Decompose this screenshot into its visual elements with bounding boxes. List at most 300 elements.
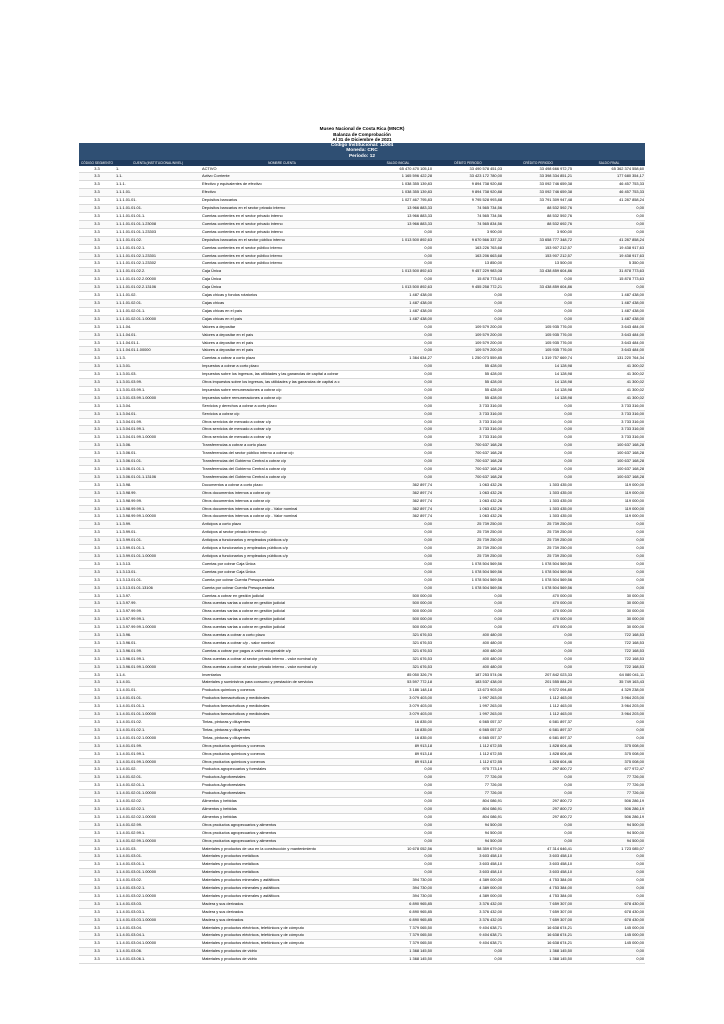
report-date: Al 31 de Diciembre de 2021 [332, 137, 392, 143]
opening-balance-cell: 1 487 438,00 [363, 292, 433, 300]
table-row [79, 805, 645, 813]
account-name-cell: Cajas chicas y fondos rotatorios [201, 292, 363, 300]
debit-cell: 0,00 [433, 299, 503, 307]
opening-balance-cell: 89 913,18 [363, 758, 433, 766]
opening-balance-cell: 16 835,00 [363, 734, 433, 742]
table-row [79, 861, 645, 869]
debit-cell: 1 063 432,26 [433, 481, 503, 489]
debit-cell: 400 480,00 [433, 632, 503, 640]
closing-balance-cell: 77 726,00 [573, 790, 645, 798]
table-row [79, 197, 645, 205]
credit-cell: 0,00 [503, 307, 573, 315]
account-code-cell: 1.1.3.99.01. [115, 529, 201, 537]
segment-code-cell: 3.3 [79, 537, 115, 545]
table-row [79, 418, 645, 426]
account-code-cell: 1.1.3.97.99.99. [115, 608, 201, 616]
debit-cell: 1 078 504 569,56 [433, 560, 503, 568]
closing-balance-cell: 19 438 917,63 [573, 244, 645, 252]
account-name-cell: Valores a depositar en el país [201, 339, 363, 347]
credit-cell: 1 828 604,46 [503, 742, 573, 750]
closing-balance-cell: 4 329 238,00 [573, 687, 645, 695]
account-name-cell: Anticipos a corto plazo [201, 521, 363, 529]
account-code-cell: 1.1.4.01.03. [115, 845, 201, 853]
segment-code-cell: 3.3 [79, 940, 115, 948]
opening-balance-cell: 0,00 [363, 584, 433, 592]
segment-code-cell: 3.3 [79, 197, 115, 205]
account-code-cell: 1.1.4.01.02.99.1.00000 [115, 837, 201, 845]
closing-balance-cell: 506 286,19 [573, 798, 645, 806]
segment-code-cell: 3.3 [79, 671, 115, 679]
segment-code-cell: 3.3 [79, 213, 115, 221]
table-row [79, 560, 645, 568]
table-row [79, 711, 645, 719]
account-name-cell: Efectivo [201, 189, 363, 197]
debit-cell: 1 063 432,26 [433, 505, 503, 513]
table-row [79, 892, 645, 900]
table-row [79, 386, 645, 394]
account-code-cell: 1.1.4.01.03.02. [115, 877, 201, 885]
table-row [79, 473, 645, 481]
segment-code-cell: 3.3 [79, 173, 115, 181]
closing-balance-cell: 41 300,02 [573, 363, 645, 371]
account-code-cell: 1.1.3.99.01.01. [115, 537, 201, 545]
credit-cell: 470 000,00 [503, 624, 573, 632]
debit-cell: 9 455 258 772,21 [433, 284, 503, 292]
account-name-cell: Servicios a cobrar c/p [201, 410, 363, 418]
account-name-cell: Alimentos y bebidas [201, 798, 363, 806]
closing-balance-cell: 119 000,00 [573, 497, 645, 505]
table-row [79, 402, 645, 410]
segment-code-cell: 3.3 [79, 371, 115, 379]
debit-cell: 804 086,91 [433, 805, 503, 813]
closing-balance-cell: 375 008,00 [573, 758, 645, 766]
debit-cell: 3 733 316,00 [433, 434, 503, 442]
closing-balance-cell: 375 008,00 [573, 742, 645, 750]
account-name-cell: Impuestos a cobrar a corto plazo [201, 363, 363, 371]
closing-balance-cell: 41 300,02 [573, 394, 645, 402]
segment-code-cell: 3.3 [79, 418, 115, 426]
account-code-cell: 1.1.3. [115, 355, 201, 363]
closing-balance-cell: 3 964 203,00 [573, 703, 645, 711]
credit-cell: 14 128,98 [503, 371, 573, 379]
closing-balance-cell: 1 487 438,00 [573, 299, 645, 307]
closing-balance-cell: 3 643 484,00 [573, 347, 645, 355]
credit-cell: 1 303 435,00 [503, 489, 573, 497]
segment-code-cell: 3.3 [79, 584, 115, 592]
opening-balance-cell: 0,00 [363, 837, 433, 845]
account-name-cell: Otros documentos internos a cobrar c/p [201, 497, 363, 505]
opening-balance-cell: 0,00 [363, 386, 433, 394]
account-code-cell: 1.1.1.01.01.01.1.23008 [115, 220, 201, 228]
account-code-cell: 1.1.4.01.01.01.1. [115, 703, 201, 711]
credit-cell: 0,00 [503, 450, 573, 458]
credit-cell: 105 935 776,00 [503, 331, 573, 339]
opening-balance-cell: 6 890 965,85 [363, 916, 433, 924]
debit-cell: 0,00 [433, 956, 503, 964]
closing-balance-cell: 177 680 354,17 [573, 173, 645, 181]
segment-code-cell: 3.3 [79, 956, 115, 964]
debit-cell: 55 428,00 [433, 371, 503, 379]
table-row [79, 758, 645, 766]
account-name-cell: Valores a depositar en el país [201, 331, 363, 339]
account-code-cell: 1.1.1.01.01.02.1.23301 [115, 252, 201, 260]
segment-code-cell: 3.3 [79, 244, 115, 252]
table-row [79, 394, 645, 402]
account-name-cell: Materiales y productos eléctricos, telefónicos y de cómputo [201, 940, 363, 948]
segment-code-cell: 3.3 [79, 545, 115, 553]
opening-balance-cell: 0,00 [363, 450, 433, 458]
segment-code-cell: 3.3 [79, 774, 115, 782]
opening-balance-cell: 1 013 500 892,63 [363, 236, 433, 244]
period-label: Período: 12 [79, 154, 645, 160]
debit-cell: 1 078 504 569,56 [433, 584, 503, 592]
debit-cell: 163 206 663,68 [433, 252, 503, 260]
segment-code-cell: 3.3 [79, 355, 115, 363]
debit-cell: 3 733 316,00 [433, 410, 503, 418]
credit-cell: 3 603 458,10 [503, 853, 573, 861]
table-row [79, 323, 645, 331]
debit-cell: 3 603 458,10 [433, 853, 503, 861]
account-code-cell: 1.1.4.01.02. [115, 766, 201, 774]
segment-code-cell: 3.3 [79, 837, 115, 845]
closing-balance-cell: 100 637 168,28 [573, 450, 645, 458]
opening-balance-cell: 0,00 [363, 323, 433, 331]
opening-balance-cell: 0,00 [363, 434, 433, 442]
segment-code-cell: 3.3 [79, 560, 115, 568]
debit-cell: 4 389 000,00 [433, 892, 503, 900]
credit-cell: 1 368 145,50 [503, 956, 573, 964]
account-code-cell: 1.1.3.01. [115, 363, 201, 371]
opening-balance-cell: 500 000,00 [363, 608, 433, 616]
opening-balance-cell: 0,00 [363, 228, 433, 236]
table-row [79, 837, 645, 845]
segment-code-cell: 3.3 [79, 450, 115, 458]
opening-balance-cell: 0,00 [363, 276, 433, 284]
table-row [79, 885, 645, 893]
account-code-cell: 1.1.4.01.03.03. [115, 900, 201, 908]
table-row [79, 750, 645, 758]
table-row [79, 442, 645, 450]
opening-balance-cell: 0,00 [363, 790, 433, 798]
debit-cell: 55 428,00 [433, 363, 503, 371]
closing-balance-cell: 145 000,00 [573, 932, 645, 940]
account-name-cell: Productos Agroforestales [201, 782, 363, 790]
closing-balance-cell: 30 000,00 [573, 624, 645, 632]
credit-cell: 105 935 776,00 [503, 347, 573, 355]
closing-balance-cell: 0,00 [573, 861, 645, 869]
account-code-cell: 1.1.1.01.01.02. [115, 236, 201, 244]
opening-balance-cell: 0,00 [363, 552, 433, 560]
closing-balance-cell: 722 168,53 [573, 639, 645, 647]
debit-cell: 1 112 672,55 [433, 758, 503, 766]
debit-cell: 55 428,00 [433, 379, 503, 387]
credit-cell: 1 078 504 569,56 [503, 576, 573, 584]
debit-cell: 109 579 200,00 [433, 347, 503, 355]
account-name-cell: Impuestos sobre remuneraciones a cobrar c/p [201, 386, 363, 394]
closing-balance-cell: 145 000,00 [573, 924, 645, 932]
account-name-cell: Otras cuentas a cobrar c/p - valor nominal [201, 639, 363, 647]
credit-cell: 0,00 [503, 418, 573, 426]
account-name-cell: Materiales y productos minerales y asfálticos [201, 885, 363, 893]
segment-code-cell: 3.3 [79, 189, 115, 197]
closing-balance-cell: 1 487 438,00 [573, 315, 645, 323]
debit-cell: 9 795 528 993,88 [433, 197, 503, 205]
opening-balance-cell: 394 730,00 [363, 885, 433, 893]
table-row [79, 663, 645, 671]
closing-balance-cell: 30 000,00 [573, 608, 645, 616]
table-row [79, 608, 645, 616]
opening-balance-cell: 1 013 500 892,63 [363, 268, 433, 276]
debit-cell: 109 579 200,00 [433, 323, 503, 331]
account-code-cell: 1.1.3.06. [115, 442, 201, 450]
credit-cell: 0,00 [503, 790, 573, 798]
account-code-cell: 1.1.4.01. [115, 679, 201, 687]
account-code-cell: 1.1.3.01.03.99.1. [115, 386, 201, 394]
table-row [79, 782, 645, 790]
debit-cell: 6 565 057,37 [433, 726, 503, 734]
debit-cell: 9 894 738 920,88 [433, 189, 503, 197]
account-code-cell: 1.1.4.01.03.04.1.00000 [115, 940, 201, 948]
credit-cell: 47 314 646,41 [503, 845, 573, 853]
debit-cell: 700 637 168,28 [433, 450, 503, 458]
credit-cell: 1 368 145,50 [503, 948, 573, 956]
segment-code-cell: 3.3 [79, 750, 115, 758]
opening-balance-cell: 394 730,00 [363, 877, 433, 885]
segment-code-cell: 3.3 [79, 505, 115, 513]
closing-balance-cell: 0,00 [573, 726, 645, 734]
credit-cell: 470 000,00 [503, 600, 573, 608]
closing-balance-cell: 0,00 [573, 885, 645, 893]
account-name-cell: Cuentas a cobrar por pagos a valor recuperable c/p [201, 647, 363, 655]
account-code-cell: 1.1.4.01.02.01. [115, 774, 201, 782]
account-name-cell: Transferencias del Gobierno Central a cobrar c/p [201, 466, 363, 474]
account-name-cell: Anticipos a funcionarios y empleados públicos c/p [201, 552, 363, 560]
account-name-cell: Materiales y productos de vidrio [201, 948, 363, 956]
table-row [79, 632, 645, 640]
credit-cell: 1 828 604,46 [503, 758, 573, 766]
opening-balance-cell: 0,00 [363, 363, 433, 371]
table-row [79, 616, 645, 624]
account-code-cell: 1.1.4.01.03.02.1.00000 [115, 892, 201, 900]
credit-cell: 297 800,72 [503, 766, 573, 774]
table-row [79, 315, 645, 323]
opening-balance-cell: 1 487 438,00 [363, 307, 433, 315]
closing-balance-cell: 30 000,00 [573, 600, 645, 608]
debit-cell: 0,00 [433, 592, 503, 600]
debit-cell: 3 603 458,10 [433, 861, 503, 869]
account-code-cell: 1.1.3.04.01.99. [115, 418, 201, 426]
account-name-cell: Cajas chicas en el país [201, 315, 363, 323]
credit-cell: 297 800,72 [503, 798, 573, 806]
closing-balance-cell: 77 726,00 [573, 774, 645, 782]
table-row [79, 545, 645, 553]
account-code-cell: 1.1.3.06.01.01.1. [115, 466, 201, 474]
account-code-cell: 1.1.4.01.02.01.1. [115, 782, 201, 790]
table-row [79, 497, 645, 505]
debit-cell: 25 739 250,00 [433, 529, 503, 537]
account-name-cell: Depósitos bancarios en el sector público interno [201, 236, 363, 244]
opening-balance-cell: 500 000,00 [363, 600, 433, 608]
account-name-cell: Productos Agroforestales [201, 774, 363, 782]
segment-code-cell: 3.3 [79, 394, 115, 402]
closing-balance-cell: 0,00 [573, 853, 645, 861]
account-code-cell: 1.1.1.01.02.01. [115, 299, 201, 307]
credit-cell: 88 532 592,76 [503, 213, 573, 221]
account-name-cell: Cuentas por cobrar Caja Única [201, 568, 363, 576]
closing-balance-cell: 3 964 203,00 [573, 711, 645, 719]
account-code-cell: 1.1.4.01.03.03.1. [115, 908, 201, 916]
debit-cell: 3 376 432,00 [433, 908, 503, 916]
segment-code-cell: 3.3 [79, 695, 115, 703]
credit-cell: 13 500,00 [503, 260, 573, 268]
segment-code-cell: 3.3 [79, 166, 115, 173]
credit-cell: 6 581 897,37 [503, 734, 573, 742]
segment-code-cell: 3.3 [79, 276, 115, 284]
segment-code-cell: 3.3 [79, 521, 115, 529]
credit-cell: 0,00 [503, 774, 573, 782]
credit-cell: 3 603 458,10 [503, 869, 573, 877]
debit-cell: 74 565 734,56 [433, 205, 503, 213]
segment-code-cell: 3.3 [79, 268, 115, 276]
trial-balance-table [79, 160, 645, 965]
segment-code-cell: 3.3 [79, 845, 115, 853]
opening-balance-cell: 362 897,74 [363, 513, 433, 521]
table-row [79, 845, 645, 853]
opening-balance-cell: 1 487 438,00 [363, 299, 433, 307]
credit-cell: 201 555 884,20 [503, 679, 573, 687]
account-code-cell: 1.1.3.96. [115, 632, 201, 640]
opening-balance-cell: 10 678 052,56 [363, 845, 433, 853]
closing-balance-cell: 677 972,47 [573, 766, 645, 774]
debit-cell: 9 894 738 920,88 [433, 181, 503, 189]
closing-balance-cell: 1 487 438,00 [573, 292, 645, 300]
debit-cell: 3 733 316,00 [433, 418, 503, 426]
account-code-cell: 1.1.4.01.03.02.1. [115, 885, 201, 893]
account-code-cell: 1.1.4.01.01.99.1. [115, 750, 201, 758]
segment-code-cell: 3.3 [79, 766, 115, 774]
closing-balance-cell: 0,00 [573, 537, 645, 545]
segment-code-cell: 3.3 [79, 829, 115, 837]
debit-cell: 74 565 734,56 [433, 213, 503, 221]
account-code-cell: 1.1.3.13.01.01. [115, 576, 201, 584]
credit-cell: 0,00 [503, 458, 573, 466]
opening-balance-cell: 3 079 403,00 [363, 703, 433, 711]
account-code-cell: 1.1.3.96.01.99.1. [115, 655, 201, 663]
account-name-cell: Productos farmacéuticos y medicinales [201, 703, 363, 711]
account-name-cell: Caja Única [201, 276, 363, 284]
account-code-cell: 1.1.3.96.01.99.1.00000 [115, 663, 201, 671]
segment-code-cell: 3.3 [79, 719, 115, 727]
credit-cell: 25 739 250,00 [503, 545, 573, 553]
account-code-cell: 1.1.3.96.01.99. [115, 647, 201, 655]
table-row [79, 244, 645, 252]
segment-code-cell: 3.3 [79, 877, 115, 885]
table-row [79, 900, 645, 908]
account-name-cell: Madera y sus derivados [201, 908, 363, 916]
debit-cell: 1 063 432,26 [433, 513, 503, 521]
table-row [79, 434, 645, 442]
account-code-cell: 1.1.3.99.01.01.1. [115, 545, 201, 553]
credit-cell: 4 753 384,00 [503, 885, 573, 893]
account-name-cell: Impuestos sobre los ingresos, las utilidades y las ganancias de capital a cobrar [201, 371, 363, 379]
opening-balance-cell: 362 897,74 [363, 497, 433, 505]
table-row [79, 916, 645, 924]
account-name-cell: Madera y sus derivados [201, 900, 363, 908]
closing-balance-cell: 41 300,02 [573, 386, 645, 394]
debit-cell: 4 389 000,00 [433, 885, 503, 893]
table-row [79, 379, 645, 387]
table-row [79, 813, 645, 821]
closing-balance-cell: 0,00 [573, 205, 645, 213]
segment-code-cell: 3.3 [79, 869, 115, 877]
table-row [79, 513, 645, 521]
closing-balance-cell: 0,00 [573, 529, 645, 537]
opening-balance-cell: 0,00 [363, 829, 433, 837]
segment-code-cell: 3.3 [79, 331, 115, 339]
segment-code-cell: 3.3 [79, 726, 115, 734]
segment-code-cell: 3.3 [79, 711, 115, 719]
column-header: CRÉDITO PERIODO [503, 160, 573, 166]
account-code-cell: 1.1.3.01.03.99. [115, 379, 201, 387]
opening-balance-cell: 0,00 [363, 774, 433, 782]
debit-cell: 163 226 763,68 [433, 244, 503, 252]
report-title: Balanza de Comprobación [333, 131, 391, 137]
credit-cell: 7 659 307,00 [503, 908, 573, 916]
debit-cell: 15 878 773,63 [433, 276, 503, 284]
closing-balance-cell: 94 500,00 [573, 821, 645, 829]
account-code-cell: 1.1.1.04.01. [115, 331, 201, 339]
account-name-cell: Caja Única [201, 268, 363, 276]
account-name-cell: Cuentas por cobrar Caja Única [201, 560, 363, 568]
closing-balance-cell: 0,00 [573, 560, 645, 568]
credit-cell: 0,00 [503, 276, 573, 284]
closing-balance-cell: 0,00 [573, 892, 645, 900]
opening-balance-cell: 0,00 [363, 339, 433, 347]
account-name-cell: Otras cuentas a cobrar al sector privado interno - valor nominal c/p [201, 663, 363, 671]
closing-balance-cell: 722 168,53 [573, 655, 645, 663]
account-name-cell: Otros productos químicos y conexos [201, 758, 363, 766]
credit-cell: 33 658 777 348,72 [503, 236, 573, 244]
segment-code-cell: 3.3 [79, 900, 115, 908]
credit-cell: 0,00 [503, 639, 573, 647]
segment-code-cell: 3.3 [79, 442, 115, 450]
closing-balance-cell: 678 430,00 [573, 916, 645, 924]
account-code-cell: 1.1.1.04.01.1. [115, 339, 201, 347]
account-code-cell: 1.1.4.01.03.01. [115, 853, 201, 861]
account-code-cell: 1.1.3.99. [115, 521, 201, 529]
account-code-cell: 1.1.4.01.03.06. [115, 948, 201, 956]
segment-code-cell: 3.3 [79, 734, 115, 742]
credit-cell: 3 603 458,10 [503, 861, 573, 869]
closing-balance-cell: 3 643 484,00 [573, 331, 645, 339]
debit-cell: 6 565 057,37 [433, 734, 503, 742]
credit-cell: 0,00 [503, 442, 573, 450]
debit-cell: 1 112 672,55 [433, 742, 503, 750]
opening-balance-cell: 1 487 438,00 [363, 315, 433, 323]
opening-balance-cell: 321 676,53 [363, 647, 433, 655]
account-name-cell: Productos agropecuarios y forestales [201, 766, 363, 774]
account-code-cell: 1.1.3.97.99.99.1.00000 [115, 624, 201, 632]
account-name-cell: Tintas, pinturas y diluyentes [201, 719, 363, 727]
credit-cell: 0,00 [503, 647, 573, 655]
opening-balance-cell: 6 890 965,85 [363, 900, 433, 908]
debit-cell: 55 428,00 [433, 386, 503, 394]
account-code-cell: 1.1.4.01.02.01.1.00000 [115, 790, 201, 798]
account-name-cell: Productos farmacéuticos y medicinales [201, 695, 363, 703]
credit-cell: 0,00 [503, 821, 573, 829]
closing-balance-cell: 100 637 168,28 [573, 473, 645, 481]
debit-cell: 77 726,00 [433, 790, 503, 798]
